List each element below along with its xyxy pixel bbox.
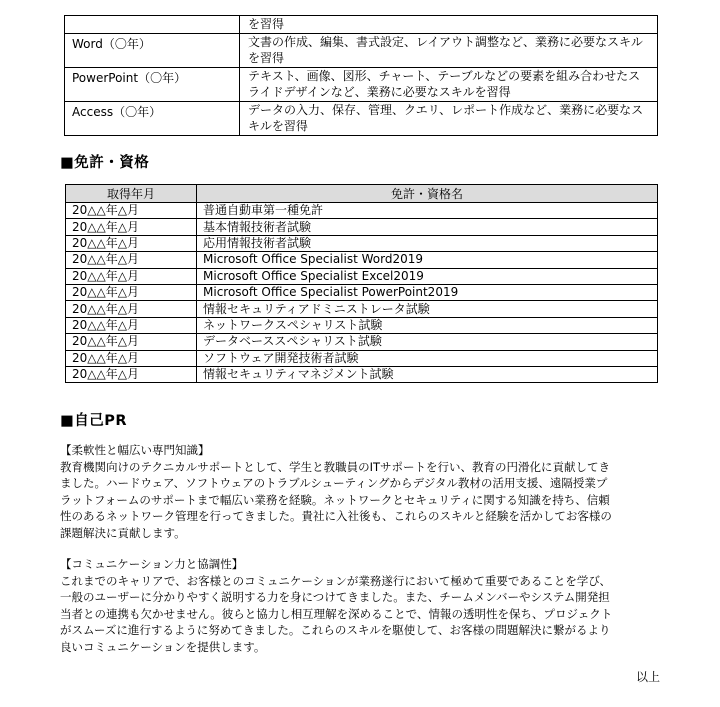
- license-date: 20△△年△月: [66, 317, 197, 333]
- license-name: ネットワークスペシャリスト試験: [197, 317, 658, 333]
- license-date: 20△△年△月: [66, 235, 197, 251]
- licenses-header-name: 免許・資格名: [197, 185, 658, 203]
- license-date: 20△△年△月: [66, 350, 197, 366]
- pr-section-title: ■自己PR: [60, 413, 127, 429]
- license-row: [66, 284, 658, 300]
- pr-text-line: これまでのキャリアで、お客様とのコミュニケーションが業務遂行において極めて重要であることを学び、: [60, 573, 611, 588]
- license-row: [66, 219, 658, 235]
- pr-heading: 【コミュニケーション力と協調性】: [60, 557, 244, 571]
- license-row: [66, 235, 658, 251]
- license-name: Microsoft Office Specialist Excel2019: [197, 268, 658, 284]
- license-row: [66, 203, 658, 219]
- license-date: 20△△年△月: [66, 284, 197, 300]
- license-date: 20△△年△月: [66, 366, 197, 382]
- skill-name: Access（〇年）: [65, 101, 240, 135]
- license-row: [66, 317, 658, 333]
- pr-heading: 【柔軟性と幅広い専門知識】: [60, 443, 210, 457]
- license-date: 20△△年△月: [66, 268, 197, 284]
- license-date: 20△△年△月: [66, 219, 197, 235]
- skills-table: [64, 15, 658, 136]
- license-name: 応用情報技術者試験: [197, 235, 658, 251]
- license-row: [66, 301, 658, 317]
- licenses-table: [65, 184, 658, 383]
- skill-row: [65, 33, 658, 67]
- license-date: 20△△年△月: [66, 252, 197, 268]
- licenses-section-title: ■免許・資格: [60, 155, 150, 171]
- license-name: Microsoft Office Specialist PowerPoint2019: [197, 284, 658, 300]
- skill-name: Word（〇年）: [65, 33, 240, 67]
- license-row: [66, 252, 658, 268]
- pr-text-line: ラットフォームのサポートまで幅広い業務を経験。ネットワークとセキュリティに関する知識を持ち、信頼: [60, 492, 610, 507]
- license-name: 情報セキュリティアドミニストレータ試験: [197, 301, 658, 317]
- license-row: [66, 268, 658, 284]
- pr-block-2: [60, 556, 660, 655]
- license-name: 基本情報技術者試験: [197, 219, 658, 235]
- pr-text-line: 当者との連携も欠かせません。彼らと協力し相互理解を深めることで、情報の透明性を保ち、プロジェクト: [60, 606, 613, 621]
- license-date: 20△△年△月: [66, 301, 197, 317]
- licenses-header-row: [66, 185, 658, 203]
- skill-description: データの入力、保存、管理、クエリ、レポート作成など、業務に必要なスキルを習得: [240, 101, 658, 135]
- closing-text: 以上: [636, 670, 661, 684]
- license-row: [66, 366, 658, 382]
- pr-text-line: 一般のユーザーに分かりやすく説明する力を身につけてきました。また、チームメンバーやシステム開発担: [60, 590, 610, 604]
- license-name: 普通自動車第一種免許: [197, 203, 658, 219]
- license-date: 20△△年△月: [66, 203, 197, 219]
- pr-text-line: 良いコミュニケーションを提供します。: [60, 639, 266, 654]
- skill-row: [65, 67, 658, 101]
- license-name: データベーススペシャリスト試験: [197, 334, 658, 350]
- license-name: Microsoft Office Specialist Word2019: [197, 252, 658, 268]
- skill-description: テキスト、画像、図形、チャート、テーブルなどの要素を組み合わせたスライドデザインなど、業務に必要なスキルを習得: [240, 67, 658, 101]
- skill-row: [65, 101, 658, 135]
- skill-name: [65, 16, 240, 34]
- license-row: [66, 334, 658, 350]
- license-name: ソフトウェア開発技術者試験: [197, 350, 658, 366]
- pr-text-line: 課題解決に貢献します。: [60, 525, 186, 540]
- pr-text-line: 教育機関向けのテクニカルサポートとして、学生と教職員のITサポートを行い、教育の円滑化に貢献してき: [60, 459, 610, 474]
- license-name: 情報セキュリティマネジメント試験: [197, 366, 658, 382]
- skill-name: PowerPoint（〇年）: [65, 67, 240, 101]
- licenses-header-date: 取得年月: [66, 185, 197, 203]
- license-row: [66, 350, 658, 366]
- pr-text-line: がスムーズに進行するように努めてきました。これらのスキルを駆使して、お客様の問題解決に繋がるより: [60, 623, 611, 637]
- skill-description: を習得: [240, 16, 658, 34]
- pr-text-line: 性のあるネットワーク管理を行ってきました。貴社に入社後も、これらのスキルと経験を活かしてお客様の: [60, 509, 612, 523]
- skill-description: 文書の作成、編集、書式設定、レイアウト調整など、業務に必要なスキルを習得: [240, 33, 658, 67]
- skill-row: [65, 16, 658, 34]
- license-date: 20△△年△月: [66, 334, 197, 350]
- pr-text-line: ました。ハードウェア、ソフトウェアのトラブルシューティングからデジタル教材の活用支援、遠隔授業プ: [60, 476, 608, 490]
- pr-block-1: [60, 442, 660, 541]
